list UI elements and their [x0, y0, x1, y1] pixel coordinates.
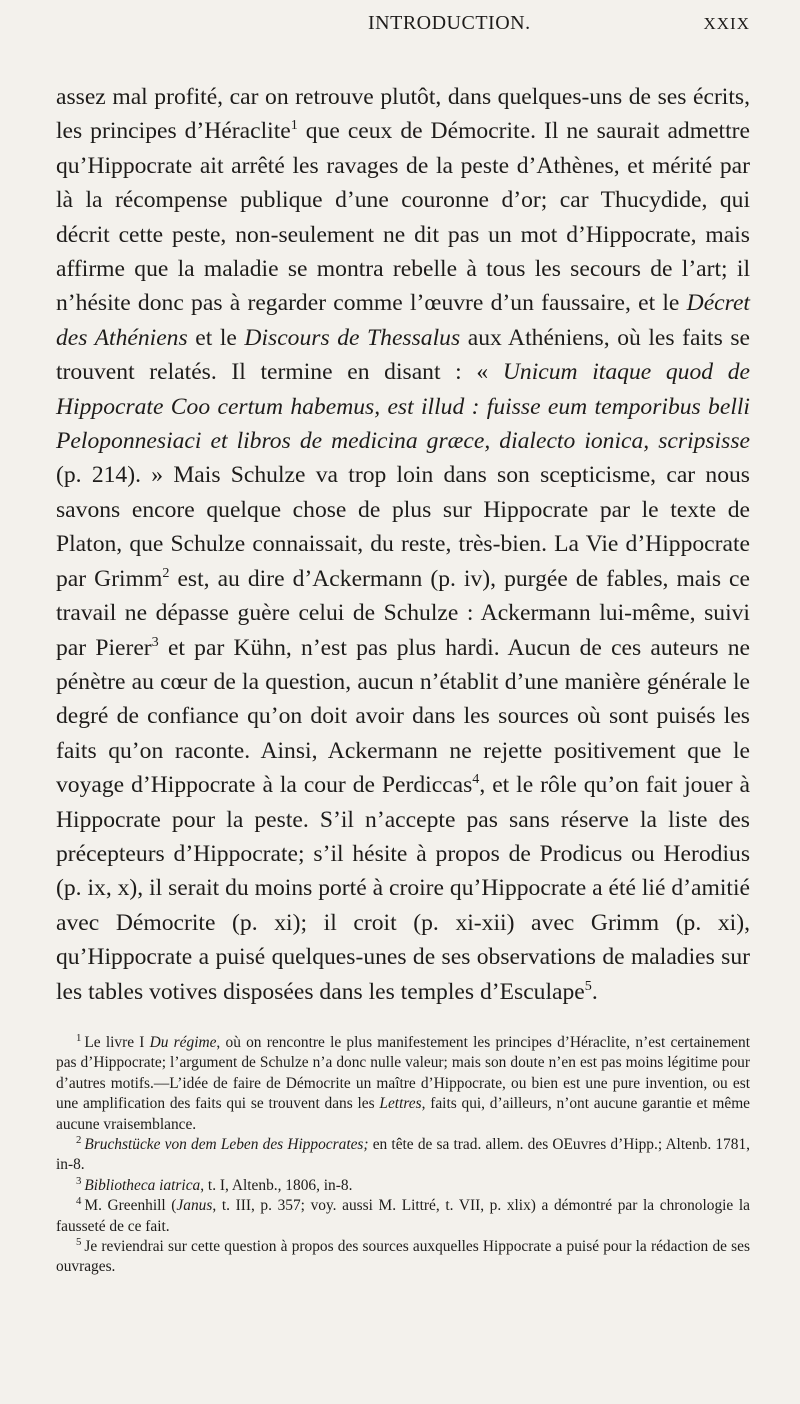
running-head	[56, 12, 750, 52]
main-text	[56, 80, 750, 1009]
footnote-ref-4[interactable]: 4	[472, 771, 480, 788]
body-paragraph: assez mal profité, car on retrouve plutôt, dans quelques-uns de ses écrits, les principes d’Héraclite$^1$ que ceux de Démocrite. Il ne saurait admettre qu’Hippocrate ait arrêté les ravages de la peste d’Athènes, et mérité par là la récompense publique d’une couronne d’or; car Thucydide, qui décrit cette peste, non-seulement ne dit pas un mot d’Hippocrate, mais affirme que la maladie se montra rebelle à tous les secours de l’art; il n’hésite donc pas à regarder comme l’œuvre d’un faussaire, et le Décret des Athéniens et le Discours de Thessalus aux Athéniens, où les faits se trouvent relatés. Il termine en disant : « Unicum itaque quod de Hippocrate Coo certum habemus, est illud : fuisse eum temporibus belli Peloponnesiaci et libros de medicina græce, dialecto ionica, scripsisse (p. 214). » Mais Schulze va trop loin dans son scepticisme, car nous savons encore quelque chose de plus sur Hippocrate par le texte de Platon, que Schulze connaissait, du reste, très-bien. La Vie d’Hippocrate par Grimm$^2$ est, au dire d’Ackermann (p. iv), purgée de fables, mais ce travail ne dépasse guère celui de Schulze : Ackermann lui-même, suivi par Pierer$^3$ et par Kühn, n’est pas plus hardi. Aucun de ces auteurs ne pénètre au cœur de la question, aucun n’établit d’une manière générale le degré de confiance qu’on doit avoir dans les sources où sont puisés les faits qu’on raconte. Ainsi, Ackermann ne rejette positivement que le voyage d’Hippocrate à la cour de Perdiccas$^4$, et le rôle qu’on fait jouer à Hippocrate pour la peste. S’il n’accepte pas sans réserve la liste des précepteurs d’Hippocrate; s’il hésite à propos de Prodicus ou Herodius (p. ix, x), il serait du moins porté à croire qu’Hippocrate a été lié d’amitié avec Démocrite (p. xi); il croit (p. xi-xii) avec Grimm (p. xi), qu’Hippocrate a puisé quelques-unes de ses observations de maladies sur les tables votives disposées dans les temples d’Esculape$^5$.	[56, 84, 751, 1005]
running-head-title: INTRODUCTION.	[368, 12, 531, 34]
footnote-2: $^2$ Bruchstücke von dem Leben des Hippocrates; en tête de sa trad. allem. des OEuvres d’Hipp.; Altenb. 1781, in-8.	[56, 1133, 750, 1174]
italic-title-decret: Décret des Athéniens	[56, 290, 750, 351]
footnote-ref-3[interactable]: 3	[151, 633, 159, 650]
footnote-5: $^5$ Je reviendrai sur cette question à propos des sources auxquelles Hippocrate a puisé pour la rédaction de ses ouvrages.	[56, 1235, 750, 1276]
latin-quotation: Unicum itaque quod de Hippocrate Coo certum habemus, est illud : fuisse eum temporibus belli Peloponnesiaci et libros de medicina græce, dialecto ionica, scripsisse	[56, 359, 750, 455]
footnote-ref-1[interactable]: 1	[290, 117, 298, 134]
footnote-ref-5[interactable]: 5	[584, 977, 592, 994]
footnote-ref-2[interactable]: 2	[162, 564, 170, 581]
footnote-1: $^1$ Le livre I Du régime, où on rencontre le plus manifestement les principes d’Héraclite, n’est certainement pas d’Hippocrate; l’argument de Schulze n’a donc nulle valeur; mais son doute n’en est pas moins légitime pour d’autres motifs.—L’idée de faire de Démocrite un maître d’Hippocrate, ou bien est une pure invention, ou est une amplification des faits qui se trouvent dans les Lettres, faits qui, d’ailleurs, n’ont aucune garantie et même aucune vraisemblance.	[56, 1031, 750, 1133]
footnote-3: $^3$ Bibliotheca iatrica, t. I, Altenb., 1806, in-8.	[76, 1174, 353, 1194]
footnote-4: $^4$ M. Greenhill (Janus, t. III, p. 357; voy. aussi M. Littré, t. VII, p. xlix) a démontré par la chronologie la fausseté de ce fait.	[56, 1195, 750, 1235]
italic-title-discours: Discours de Thessalus	[244, 324, 461, 351]
footnotes	[56, 1033, 750, 1278]
page-number: XXIX	[703, 14, 750, 33]
